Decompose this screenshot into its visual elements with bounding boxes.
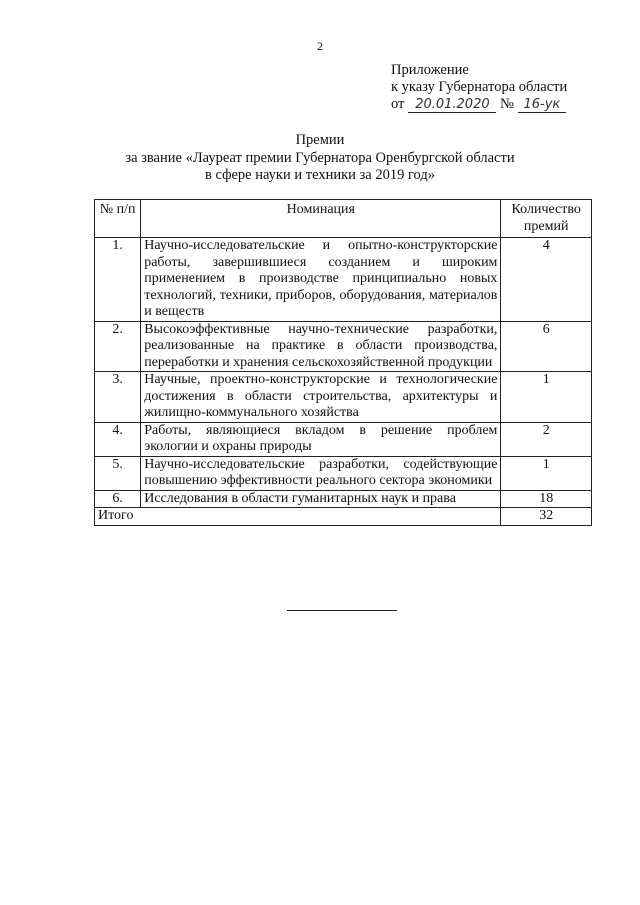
- row-nomination: Исследования в области гуманитарных наук и права: [141, 490, 501, 508]
- row-num: 3.: [95, 372, 141, 423]
- row-nomination: Научные, проектно-конструкторские и технологические достижения в области строительства, архитектуры и жилищно-коммунального хозяйства: [141, 372, 501, 423]
- handwritten-number: 16-ук: [518, 98, 566, 113]
- row-quantity: 2: [501, 422, 592, 456]
- total-label: Итого: [95, 508, 501, 526]
- row-num: 1.: [95, 238, 141, 322]
- table-row: [95, 321, 592, 372]
- header-quantity: Количество премий: [501, 200, 592, 238]
- title-line-2: за звание «Лауреат премии Губернатора Оренбургской области: [125, 149, 515, 166]
- row-quantity: 1: [501, 456, 592, 490]
- row-quantity: 18: [501, 490, 592, 508]
- table-header-row: [95, 200, 592, 238]
- table-row: [95, 372, 592, 423]
- table-row: [95, 422, 592, 456]
- header-num: № п/п: [95, 200, 141, 238]
- table-row: [95, 238, 592, 322]
- date-prefix: от: [391, 96, 405, 112]
- handwritten-date: 20.01.2020: [408, 98, 496, 113]
- row-nomination: Работы, являющиеся вкладом в решение проблем экологии и охраны природы: [141, 422, 501, 456]
- title-line-3: в сфере науки и техники за 2019 год»: [205, 167, 435, 183]
- awards-table: [94, 199, 592, 526]
- row-quantity: 1: [501, 372, 592, 423]
- row-nomination: Высокоэффективные научно-технические разработки, реализованные на практике в области производства, переработки и хранения сельскохозяйственной продукции: [141, 321, 501, 372]
- page-number: 2: [317, 39, 323, 53]
- closing-divider: [287, 610, 397, 611]
- title-line-1: Премии: [295, 132, 345, 148]
- total-row: [95, 508, 592, 526]
- document-title: [0, 132, 640, 185]
- appendix-date-line: [391, 96, 567, 113]
- row-num: 6.: [95, 490, 141, 508]
- appendix-title: Приложение: [391, 62, 469, 78]
- header-nomination: Номинация: [141, 200, 501, 238]
- appendix-subtitle: к указу Губернатора области: [391, 79, 568, 95]
- table-row: [95, 456, 592, 490]
- number-prefix: №: [500, 96, 514, 112]
- row-nomination: Научно-исследовательские разработки, содействующие повышению эффективности реального сектора экономики: [141, 456, 501, 490]
- row-num: 4.: [95, 422, 141, 456]
- total-quantity: 32: [501, 508, 592, 526]
- appendix-header: [391, 62, 567, 113]
- table-row: [95, 490, 592, 508]
- row-quantity: 4: [501, 238, 592, 322]
- row-quantity: 6: [501, 321, 592, 372]
- row-num: 5.: [95, 456, 141, 490]
- row-nomination: Научно-исследовательские и опытно-конструкторские работы, завершившиеся созданием и широким применением в производстве принципиально новых технологий, техники, приборов, оборудования, материалов и веществ: [141, 238, 501, 322]
- row-num: 2.: [95, 321, 141, 372]
